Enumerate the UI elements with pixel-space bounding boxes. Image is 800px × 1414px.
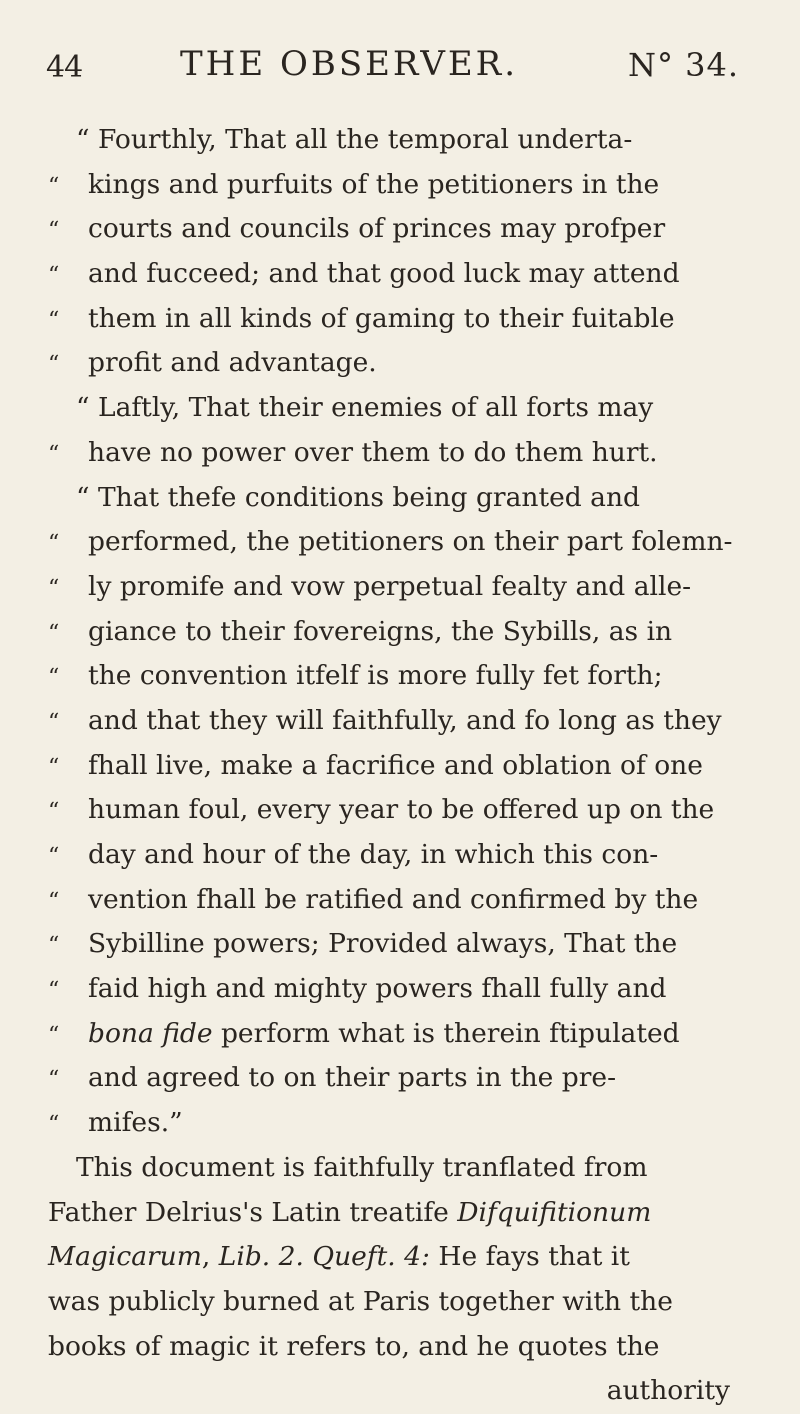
text-line: “ and fucceed; and that good luck may attend (48, 252, 760, 297)
quote-mark: “ (48, 888, 60, 914)
text-line: “ courts and councils of princes may profper (48, 207, 760, 252)
text-line: books of magic it refers to, and he quotes the (48, 1330, 660, 1362)
italic-quest: Queft. 4: (312, 1241, 430, 1273)
text-line: “ ly promife and vow perpetual fealty and alle- (48, 565, 760, 610)
text-line: “ kings and purfuits of the petitioners in the (48, 163, 760, 208)
quote-mark: “ (48, 1112, 60, 1138)
text-line: “ performed, the petitioners on their part folemn- (48, 520, 760, 565)
quote-mark: “ (48, 978, 60, 1004)
text-line: “ faid high and mighty powers fhall fully and (48, 967, 760, 1012)
text-line: “ day and hour of the day, in which this con- (48, 833, 760, 878)
quote-mark: “ (48, 620, 60, 646)
quote-mark: “ (48, 1067, 60, 1093)
text-line: Magicarum, Lib. 2. Queft. 4: He fays that it (48, 1241, 630, 1273)
text-line: “ mifes.” (48, 1101, 760, 1146)
quote-mark: “ (48, 352, 60, 378)
italic-book-title: Difquifitionum (457, 1196, 652, 1228)
quote-mark: “ (48, 307, 60, 333)
text-line: “ and that they will faithfully, and fo long as they (48, 699, 760, 744)
quote-mark: “ (48, 754, 60, 780)
issue-number: N° 34. (628, 46, 740, 84)
text-line: “ and agreed to on their parts in the pre- (48, 1056, 760, 1101)
text-line: was publicly burned at Paris together with the (48, 1285, 673, 1317)
text-line: “ the convention itfelf is more fully fet forth; (48, 654, 760, 699)
catchword: authority (606, 1375, 730, 1407)
text-line: “ them in all kinds of gaming to their fuitable (48, 297, 760, 342)
text-line: “ bona fide perform what is therein ftipulated (48, 1012, 760, 1057)
text-line: Father Delrius's Latin treatife Difquifitionum (48, 1196, 652, 1228)
text-line: “ Fourthly, That all the temporal underta- (76, 124, 633, 155)
text-line: “ profit and advantage. (48, 341, 760, 386)
quote-mark: “ (48, 441, 60, 467)
text-line: This document is faithfully tranflated from (76, 1151, 648, 1183)
quote-mark: “ (48, 531, 60, 557)
text-line: “ That thefe conditions being granted and (76, 481, 640, 513)
quote-mark: “ (48, 173, 60, 199)
journal-title: THE OBSERVER. (180, 44, 519, 84)
text-line: “ giance to their fovereigns, the Sybills, as in (48, 610, 760, 655)
text-line: “ human foul, every year to be offered up on the (48, 788, 760, 833)
quote-mark: “ (48, 575, 60, 601)
text-line: “ have no power over them to do them hurt. (48, 431, 760, 476)
quote-mark: “ (48, 665, 60, 691)
italic-lib: Lib. 2. (218, 1241, 304, 1273)
text-line: “ Laftly, That their enemies of all forts may (76, 392, 654, 424)
italic-book-title-2: Magicarum (48, 1241, 202, 1273)
text-body (48, 118, 760, 1414)
running-header (46, 44, 758, 92)
quote-mark: “ (48, 933, 60, 959)
quote-mark: “ (48, 709, 60, 735)
text-line: “ fhall live, make a facrifice and oblation of one (48, 744, 760, 789)
italic-bona-fide: bona fide (88, 1017, 213, 1049)
quote-mark: “ (48, 218, 60, 244)
quote-mark: “ (48, 799, 60, 825)
text-line: “ Sybilline powers; Provided always, That the (48, 922, 760, 967)
quote-mark: “ (48, 844, 60, 869)
quote-mark: “ (48, 263, 60, 289)
quote-mark: “ (48, 1022, 60, 1048)
text-line: “ vention fhall be ratified and confirmed by the (48, 878, 760, 923)
page-number: 44 (46, 50, 83, 85)
